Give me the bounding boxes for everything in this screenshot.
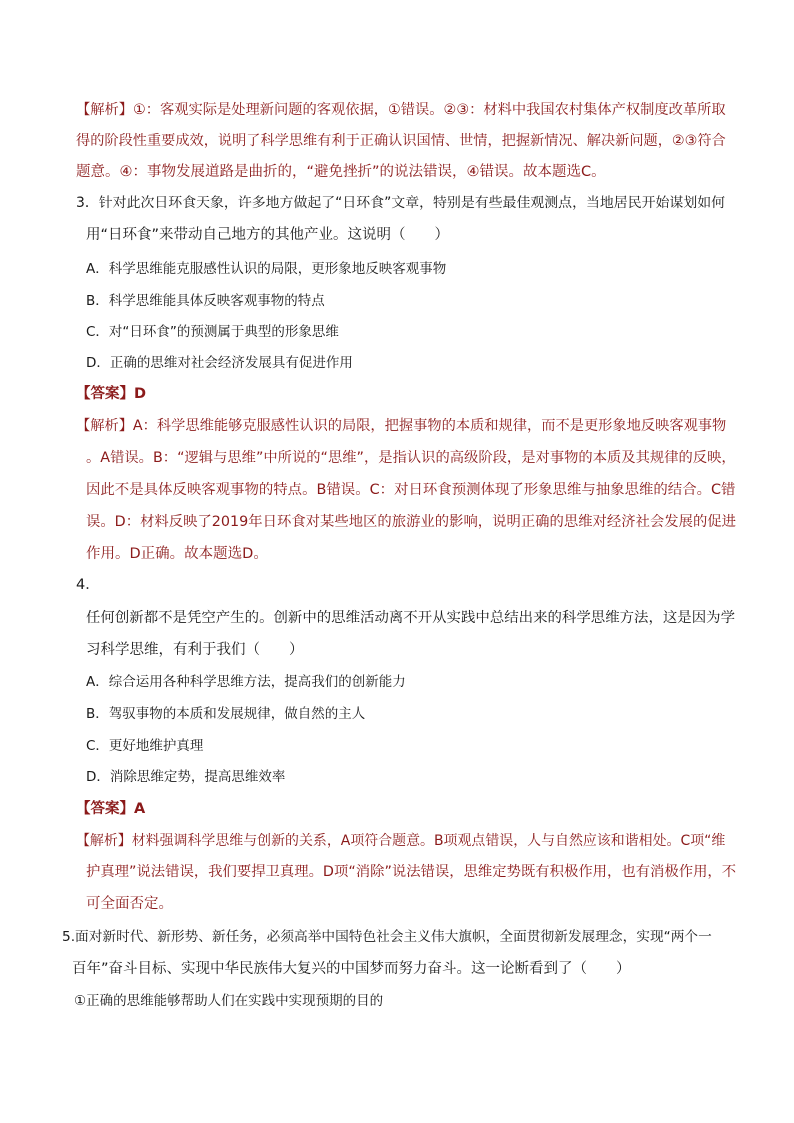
option-c: C．对“日环食”的预测属于典型的形象思维 [86,324,339,340]
option-d: D．消除思维定势，提高思维效率 [86,769,286,785]
analysis-line: 可全面否定。 [86,896,173,912]
answer-text: 【答案】D [76,386,147,402]
option-a: A．科学思维能克服感性认识的局限，更形象地反映客观事物 [86,261,447,277]
analysis-line: 得的阶段性重要成效，说明了科学思维有利于正确认识国情、世情，把握新情况、解决新问题，②③符合 [76,133,726,149]
option-1: ①正确的思维能够帮助人们在实践中实现预期的目的 [74,993,384,1009]
analysis-line: 【解析】材料强调科学思维与创新的关系，A项符合题意。B项观点错误，人与自然应该和谐相处。C项“维 [76,833,726,849]
analysis-line: 【解析】A：科学思维能够克服感性认识的局限，把握事物的本质和规律，而不是更形象地反映客观事物 [76,418,727,434]
option-b: B．驾驭事物的本质和发展规律，做自然的主人 [86,706,366,722]
question-stem-line: 用“日环食”来带动自己地方的其他产业。这说明（ ） [86,227,450,243]
analysis-line: 。A错误。B：“逻辑与思维”中所说的“思维”，是指认识的高级阶段，是对事物的本质及其规律的反映， [86,450,736,466]
option-a: A．综合运用各种科学思维方法，提高我们的创新能力 [86,674,406,690]
option-d: D．正确的思维对社会经济发展具有促进作用 [86,355,353,371]
answer-text: 【答案】A [76,801,146,817]
question-number: 4． [76,577,100,593]
analysis-line: 题意。④：事物发展道路是曲折的，“避免挫折”的说法错误，④错误。故本题选C。 [76,164,606,180]
question-stem-line: 5.面对新时代、新形势、新任务，必须高举中国特色社会主义伟大旗帜，全面贯彻新发展理念，实现“两个一 [62,929,712,945]
analysis-line: 作用。D正确。故本题选D。 [86,546,268,562]
option-c: C．更好地维护真理 [86,738,204,754]
analysis-line: 护真理”说法错误，我们要捍卫真理。D项“消除”说法错误，思维定势既有积极作用，也有消极作用，不 [86,864,737,880]
question-stem-line: 习科学思维，有利于我们（ ） [86,642,304,658]
option-b: B．科学思维能具体反映客观事物的特点 [86,293,325,309]
question-stem-line: 3．针对此次日环食天象，许多地方做起了“日环食”文章，特别是有些最佳观测点，当地居民开始谋划如何 [76,195,726,211]
analysis-line: 因此不是具体反映客观事物的特点。B错误。C：对日环食预测体现了形象思维与抽象思维的结合。C错 [86,482,736,498]
analysis-line: 【解析】①：客观实际是处理新问题的客观依据，①错误。②③：材料中我国农村集体产权制度改革所取 [76,102,726,118]
question-stem-line: 任何创新都不是凭空产生的。创新中的思维活动离不开从实践中总结出来的科学思维方法，这是因为学 [86,610,735,626]
analysis-line: 误。D：材料反映了2019年日环食对某些地区的旅游业的影响，说明正确的思维对经济社会发展的促进 [86,514,736,530]
question-stem-line: 百年”奋斗目标、实现中华民族伟大复兴的中国梦而努力奋斗。这一论断看到了（ ） [72,961,631,977]
